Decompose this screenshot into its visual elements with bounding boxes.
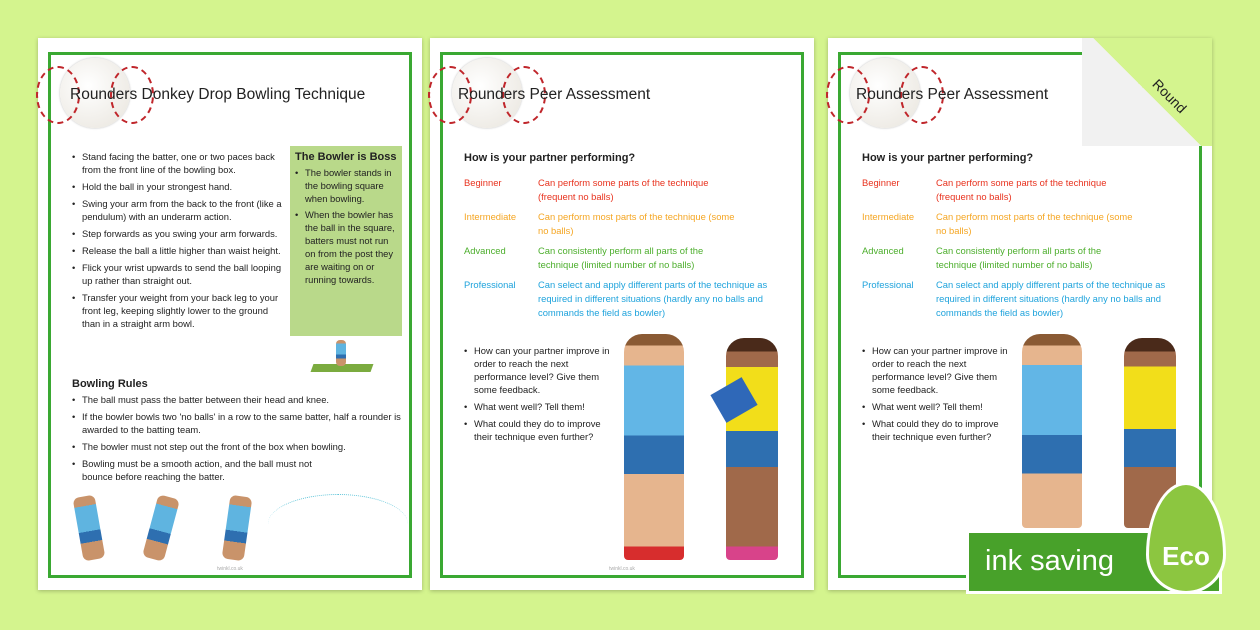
technique-steps [72,150,284,334]
page-title: Rounders Peer Assessment [856,86,1049,103]
list-item: • What went well? Tell them! [464,400,614,413]
page-title: Rounders Donkey Drop Bowling Technique [70,86,366,103]
level-intermediate: Intermediate Can perform most parts of the technique (some no balls) [464,211,735,236]
level-advanced: Advanced Can consistently perform all parts of the technique (limited number of no balls) [862,245,1102,270]
bowler-figure [336,340,346,366]
ball-trajectory [268,494,408,554]
list-item: • When the bowler has the ball in the square, batters must not run on from the post they are waiting on or running towards. [295,208,397,286]
level-beginner: Beginner Can perform some parts of the technique (frequent no balls) [862,177,1107,202]
level-intermediate: Intermediate Can perform most parts of the technique (some no balls) [862,211,1133,236]
list-item: • Release the ball a little higher than waist height. [72,244,284,257]
feedback-questions [464,344,614,447]
list-item: • Hold the ball in your strongest hand. [72,180,284,193]
list-item: • What could they do to improve their technique even further? [464,417,614,443]
list-item: • How can your partner improve in order to reach the next performance level? Give them some feedback. [862,344,1012,396]
list-item: • How can your partner improve in order to reach the next performance level? Give them some feedback. [464,344,614,396]
eco-label: Eco [1162,541,1210,571]
curl-text: Round [1149,75,1190,117]
level-advanced: Advanced Can consistently perform all parts of the technique (limited number of no balls) [464,245,704,270]
list-item: • Swing your arm from the back to the front (like a pendulum) with an underarm action. [72,197,284,223]
bowling-technique-sheet [38,38,422,590]
level-beginner: Beginner Can perform some parts of the technique (frequent no balls) [464,177,709,202]
list-item: • The bowler stands in the bowling square when bowling. [295,166,397,205]
level-professional: Professional Can select and apply different parts of the technique as required in different situations (hardly any no balls and commands the field as bowler) [862,279,1166,318]
footer-credit: twinkl.co.uk [217,566,243,572]
box-title: The Bowler is Boss [295,151,397,163]
page-title: Rounders Peer Assessment [458,86,651,103]
footer-credit: twinkl.co.uk [609,566,635,572]
peer-assessment-sheet [430,38,814,590]
student-girl-illustration [726,338,778,560]
level-professional: Professional Can select and apply different parts of the technique as required in different situations (hardly any no balls and commands the field as bowler) [464,279,768,318]
page-curl [1082,38,1212,146]
list-item: • Stand facing the batter, one or two paces back from the front line of the bowling box. [72,150,284,176]
list-item: • What went well? Tell them! [862,400,1012,413]
question-heading: How is your partner performing? [464,152,636,164]
student-boy-illustration [1022,334,1082,528]
list-item: • Transfer your weight from your back leg to your front leg, keeping slightly lower to the ground than in a straight arm bowl. [72,291,284,330]
student-boy-illustration [624,334,684,560]
list-item: • If the bowler bowls two 'no balls' in a row to the same batter, half a rounder is awarded to the batting team. [72,410,402,436]
feedback-questions [862,344,1012,447]
list-item: • Flick your wrist upwards to send the ball looping up rather than straight out. [72,261,284,287]
list-item: • Bowling must be a smooth action, and the ball must not bounce before reaching the batter. [72,457,312,483]
bowling-rules [72,378,402,487]
question-heading: How is your partner performing? [862,152,1034,164]
list-item: • The bowler must not step out the front of the box when bowling. [72,440,402,453]
list-item: • What could they do to improve their technique even further? [862,417,1012,443]
section-heading: Bowling Rules [72,378,148,390]
bowler-is-boss-box [290,146,402,336]
list-item: • Step forwards as you swing your arm forwards. [72,227,284,240]
list-item: • The ball must pass the batter between their head and knee. [72,393,402,406]
badge-label: ink saving [985,545,1114,577]
